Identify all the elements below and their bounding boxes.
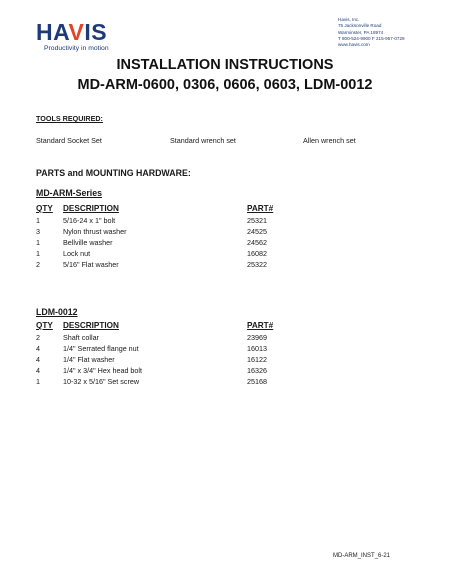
cell-qty: 4 <box>36 344 40 353</box>
cell-qty: 3 <box>36 227 40 236</box>
cell-qty: 4 <box>36 355 40 364</box>
column-header-description: DESCRIPTION <box>63 204 119 213</box>
cell-qty: 2 <box>36 333 40 342</box>
address-line: 75 Jacksonville Road <box>338 23 382 29</box>
cell-qty: 1 <box>36 249 40 258</box>
section-title-md-arm: MD-ARM-Series <box>36 188 102 198</box>
cell-part: 24562 <box>247 238 267 247</box>
parts-heading: PARTS and MOUNTING HARDWARE: <box>36 168 191 178</box>
cell-description: Bellville washer <box>63 238 113 247</box>
cell-part: 24525 <box>247 227 267 236</box>
cell-qty: 1 <box>36 216 40 225</box>
cell-part: 16326 <box>247 366 267 375</box>
section-title-ldm: LDM-0012 <box>36 307 78 317</box>
tools-heading: TOOLS REQUIRED: <box>36 114 103 123</box>
cell-part: 16082 <box>247 249 267 258</box>
havis-logo <box>36 18 146 54</box>
table-row <box>36 354 296 365</box>
cell-qty: 1 <box>36 238 40 247</box>
address-line: Warminster, PA 18974 <box>338 29 384 35</box>
column-header-part: PART# <box>247 321 274 330</box>
table-row <box>36 248 296 259</box>
column-header-description: DESCRIPTION <box>63 321 119 330</box>
cell-description: Lock nut <box>63 249 91 258</box>
column-header-qty: QTY <box>36 321 53 330</box>
cell-part: 25321 <box>247 216 267 225</box>
logo-wordmark: HAVIS <box>36 19 108 45</box>
tool-item: Allen wrench set <box>303 136 356 145</box>
logo-tagline: Productivity in motion <box>44 45 109 52</box>
table-row <box>36 343 296 354</box>
cell-part: 25322 <box>247 260 267 269</box>
column-header-part: PART# <box>247 204 274 213</box>
cell-description: 1/4" Flat washer <box>63 355 115 364</box>
cell-qty: 1 <box>36 377 40 386</box>
parts-table-md-arm <box>36 203 296 270</box>
tool-item: Standard wrench set <box>170 136 236 145</box>
column-header-qty: QTY <box>36 204 53 213</box>
cell-description: Shaft collar <box>63 333 99 342</box>
cell-description: 1/4" x 3/4" Hex head bolt <box>63 366 143 375</box>
table-row <box>36 332 296 343</box>
table-row <box>36 215 296 226</box>
cell-qty: 2 <box>36 260 40 269</box>
cell-qty: 4 <box>36 366 40 375</box>
cell-description: 1/4" Serrated flange nut <box>63 344 139 353</box>
cell-part: 25168 <box>247 377 267 386</box>
cell-description: 10-32 x 5/16" Set screw <box>63 377 140 386</box>
table-row <box>36 226 296 237</box>
cell-description: Nylon thrust washer <box>63 227 127 236</box>
document-footer-code: MD-ARM_INST_6-21 <box>333 553 391 559</box>
table-header <box>36 203 296 215</box>
document-title: INSTALLATION INSTRUCTIONS <box>116 57 334 73</box>
cell-part: 23969 <box>247 333 267 342</box>
address-line: T 800-524-9900 F 215-957-0729 <box>338 35 405 41</box>
table-row <box>36 237 296 248</box>
company-address <box>338 17 405 48</box>
tool-item: Standard Socket Set <box>36 136 102 145</box>
parts-table-ldm <box>36 320 296 387</box>
address-line: www.havis.com <box>338 42 370 48</box>
cell-description: 5/16-24 x 1" bolt <box>63 216 116 225</box>
address-line: Havis, Inc. <box>338 17 360 22</box>
cell-part: 16122 <box>247 355 267 364</box>
table-row <box>36 365 296 376</box>
table-row <box>36 376 296 387</box>
table-row <box>36 259 296 270</box>
document-subtitle: MD-ARM-0600, 0306, 0606, 0603, LDM-0012 <box>77 77 373 93</box>
cell-part: 16013 <box>247 344 267 353</box>
table-header <box>36 320 296 332</box>
cell-description: 5/16" Flat washer <box>63 260 119 269</box>
